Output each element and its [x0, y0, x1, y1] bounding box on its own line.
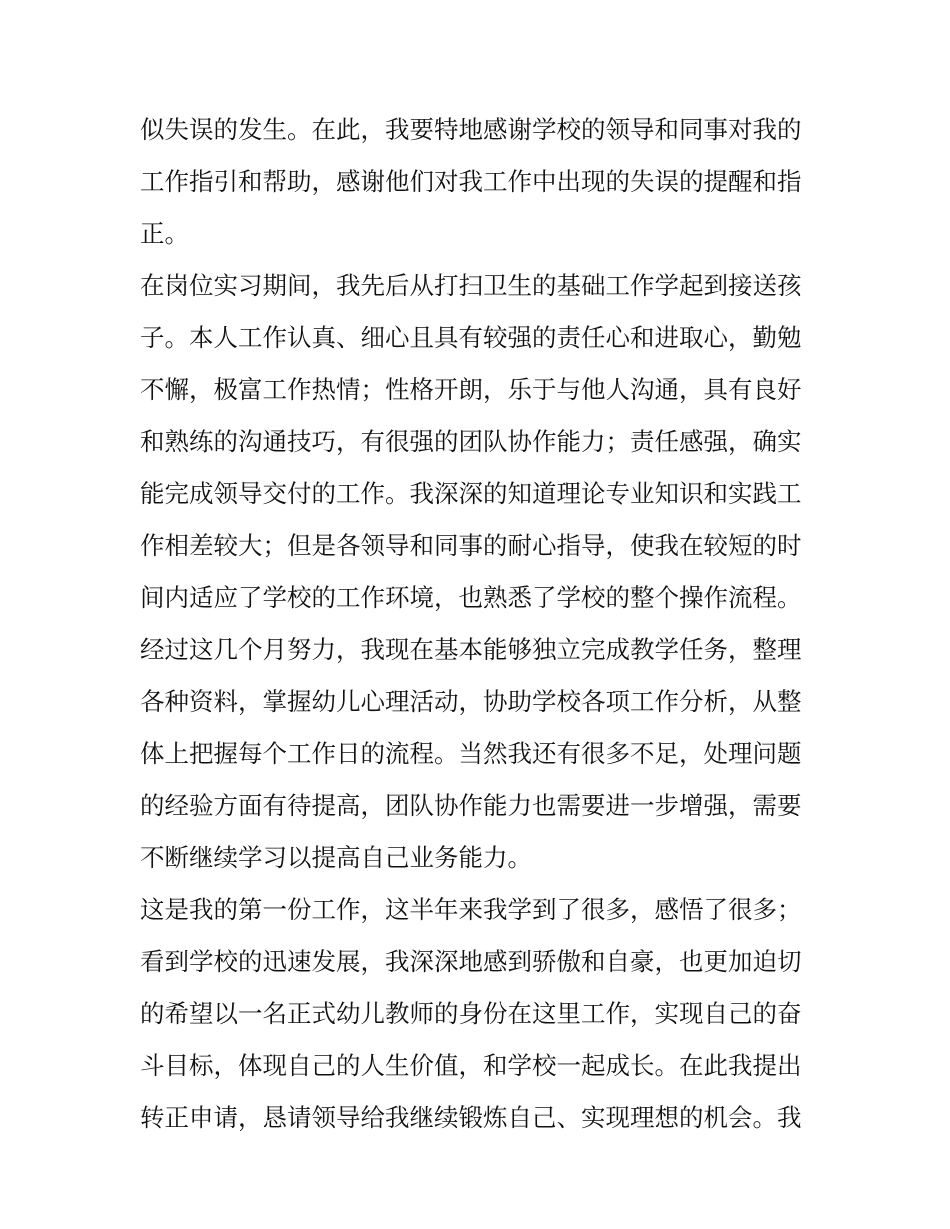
text-line-13: 体上把握每个工作日的流程。当然我还有很多不足，处理问题 — [140, 739, 802, 768]
text-line-18: 的希望以一名正式幼儿教师的身份在这里工作，实现自己的奋 — [140, 999, 802, 1028]
text-line-20: 转正申请，恳请领导给我继续锻炼自己、实现理想的机会。我 — [140, 1103, 802, 1132]
text-line-3: 正。 — [140, 219, 189, 248]
text-line-7: 和熟练的沟通技巧，有很强的团队协作能力；责任感强，确实 — [140, 427, 802, 456]
text-line-1: 似失误的发生。在此，我要特地感谢学校的领导和同事对我的 — [140, 115, 802, 144]
text-line-4: 在岗位实习期间，我先后从打扫卫生的基础工作学起到接送孩 — [140, 271, 802, 300]
text-line-9: 作相差较大；但是各领导和同事的耐心指导，使我在较短的时 — [140, 531, 802, 560]
text-line-6: 不懈，极富工作热情；性格开朗，乐于与他人沟通，具有良好 — [140, 375, 802, 404]
text-line-8: 能完成领导交付的工作。我深深的知道理论专业知识和实践工 — [140, 479, 802, 508]
text-line-5: 子。本人工作认真、细心且具有较强的责任心和进取心，勤勉 — [140, 323, 802, 352]
text-line-16: 这是我的第一份工作，这半年来我学到了很多，感悟了很多； — [140, 895, 802, 924]
text-line-2: 工作指引和帮助，感谢他们对我工作中出现的失误的提醒和指 — [140, 167, 802, 196]
text-line-10: 间内适应了学校的工作环境，也熟悉了学校的整个操作流程。 — [140, 583, 802, 612]
text-line-11: 经过这几个月努力，我现在基本能够独立完成教学任务，整理 — [140, 635, 802, 664]
text-line-12: 各种资料，掌握幼儿心理活动，协助学校各项工作分析，从整 — [140, 687, 802, 716]
text-line-14: 的经验方面有待提高，团队协作能力也需要进一步增强，需要 — [140, 791, 802, 820]
text-line-17: 看到学校的迅速发展，我深深地感到骄傲和自豪，也更加迫切 — [140, 947, 802, 976]
text-line-15: 不断继续学习以提高自己业务能力。 — [140, 843, 532, 872]
body-text — [140, 104, 816, 1144]
text-line-19: 斗目标，体现自己的人生价值，和学校一起成长。在此我提出 — [140, 1051, 802, 1080]
